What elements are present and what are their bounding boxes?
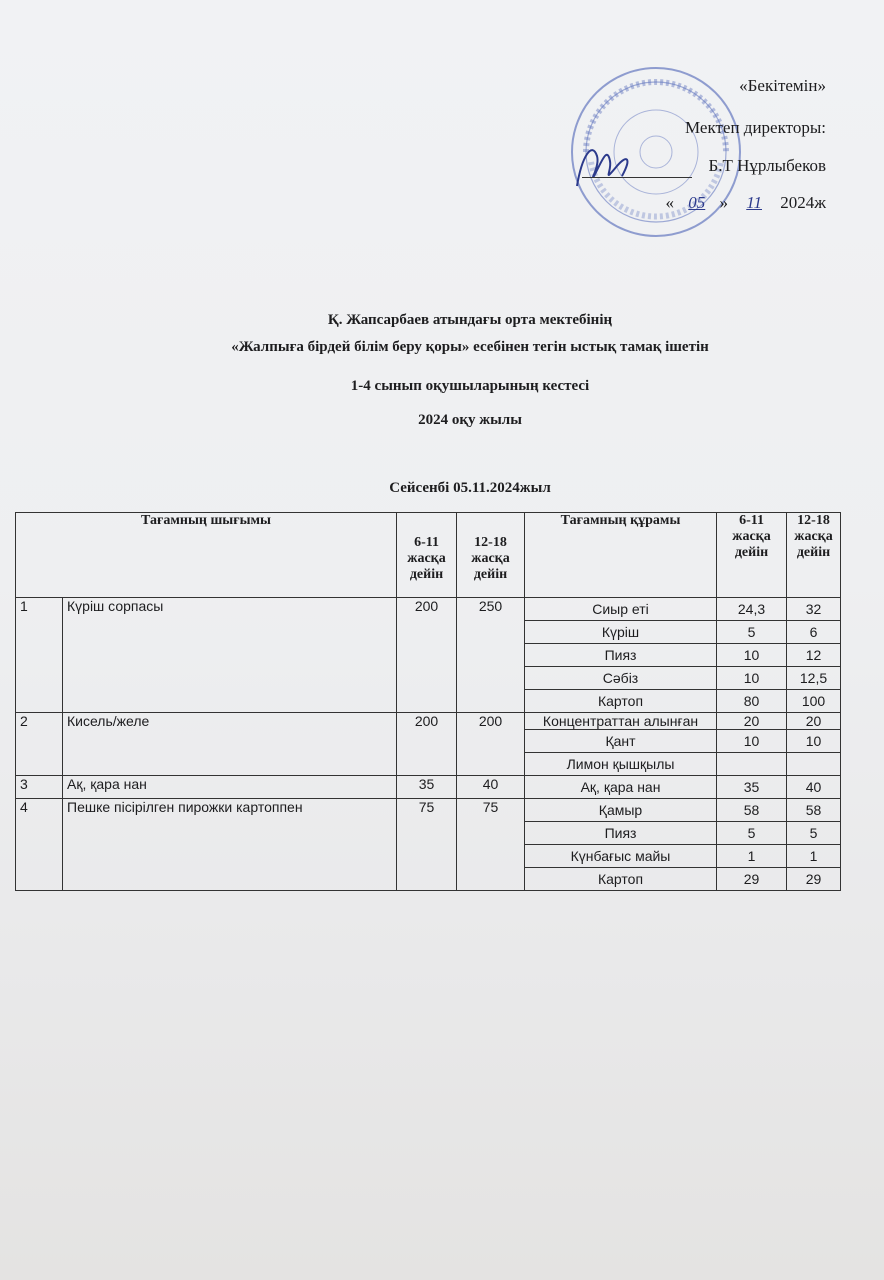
- ingredient-name: Сиыр еті: [525, 598, 717, 621]
- ingredient-amount-12-18: 58: [787, 799, 841, 822]
- approval-title: «Бекітемін»: [739, 76, 826, 95]
- signature-line: [582, 177, 692, 178]
- header-composition: Тағамның құрамы: [525, 513, 717, 598]
- ingredient-name: Қант: [525, 730, 717, 753]
- approval-name: Б.Т Нұрлыбеков: [708, 156, 826, 175]
- heading-school: Қ. Жапсарбаев атындағы орта мектебінің: [327, 312, 613, 328]
- approval-day: 05: [688, 193, 706, 212]
- ingredient-amount-12-18: 6: [787, 621, 841, 644]
- ingredient-amount-12-18: 29: [787, 868, 841, 891]
- dish-yield-6-11: 200: [397, 598, 457, 713]
- table-row: [16, 598, 841, 621]
- ingredient-amount-6-11: [717, 753, 787, 776]
- ingredient-name: Пияз: [525, 822, 717, 845]
- ingredient-amount-6-11: 35: [717, 776, 787, 799]
- ingredient-amount-6-11: 10: [717, 730, 787, 753]
- ingredient-amount-12-18: 100: [787, 690, 841, 713]
- dish-name: Пешке пісірілген пирожки картоппен: [63, 799, 397, 891]
- ingredient-name: Күріш: [525, 621, 717, 644]
- table-header-row: [16, 513, 841, 598]
- approval-year: 2024ж: [780, 193, 826, 212]
- ingredient-amount-12-18: 40: [787, 776, 841, 799]
- ingredient-amount-12-18: [787, 753, 841, 776]
- dish-number: 1: [16, 598, 63, 713]
- ingredient-amount-12-18: 1: [787, 845, 841, 868]
- ingredient-amount-6-11: 29: [717, 868, 787, 891]
- dish-name: Ақ, қара нан: [63, 776, 397, 799]
- ingredient-name: Картоп: [525, 690, 717, 713]
- ingredient-name: Ақ, қара нан: [525, 776, 717, 799]
- ingredient-amount-12-18: 5: [787, 822, 841, 845]
- dish-yield-6-11: 75: [397, 799, 457, 891]
- ingredient-amount-12-18: 12: [787, 644, 841, 667]
- ingredient-amount-12-18: 12,5: [787, 667, 841, 690]
- ingredient-amount-12-18: 32: [787, 598, 841, 621]
- heading-fund: «Жалпыға бірдей білім беру қоры» есебінен тегін ыстық тамақ ішетін: [231, 339, 709, 355]
- heading-year: 2024 оқу жылы: [418, 412, 522, 428]
- table-row: [16, 776, 841, 799]
- ingredient-amount-6-11: 1: [717, 845, 787, 868]
- ingredient-amount-12-18: 10: [787, 730, 841, 753]
- dish-yield-12-18: 75: [457, 799, 525, 891]
- signature-icon: [572, 136, 642, 196]
- menu-table-body: [16, 598, 841, 891]
- ingredient-amount-6-11: 20: [717, 713, 787, 730]
- header-age2: 12-18 жасқа дейін: [457, 513, 525, 598]
- dish-number: 4: [16, 799, 63, 891]
- ingredient-name: Концентраттан алынған: [525, 713, 717, 730]
- heading-date: Сейсенбі 05.11.2024жыл: [389, 480, 551, 496]
- ingredient-amount-12-18: 20: [787, 713, 841, 730]
- ingredient-name: Пияз: [525, 644, 717, 667]
- ingredient-amount-6-11: 24,3: [717, 598, 787, 621]
- ingredient-name: Күнбағыс майы: [525, 845, 717, 868]
- ingredient-name: Сәбіз: [525, 667, 717, 690]
- ingredient-amount-6-11: 10: [717, 644, 787, 667]
- ingredient-amount-6-11: 58: [717, 799, 787, 822]
- dish-yield-12-18: 40: [457, 776, 525, 799]
- ingredient-amount-6-11: 5: [717, 621, 787, 644]
- ingredient-name: Картоп: [525, 868, 717, 891]
- dish-yield-12-18: 250: [457, 598, 525, 713]
- approval-month: 11: [746, 193, 762, 212]
- ingredient-amount-6-11: 10: [717, 667, 787, 690]
- header-dish: Тағамның шығымы: [16, 513, 397, 598]
- dish-number: 3: [16, 776, 63, 799]
- ingredient-amount-6-11: 5: [717, 822, 787, 845]
- dish-name: Кисель/желе: [63, 713, 397, 776]
- ingredient-name: Лимон қышқылы: [525, 753, 717, 776]
- table-row: [16, 713, 841, 730]
- heading-classes: 1-4 сынып оқушыларының кестесі: [350, 378, 590, 394]
- dish-yield-12-18: 200: [457, 713, 525, 776]
- dish-yield-6-11: 200: [397, 713, 457, 776]
- ingredient-name: Қамыр: [525, 799, 717, 822]
- dish-name: Күріш сорпасы: [63, 598, 397, 713]
- dish-number: 2: [16, 713, 63, 776]
- header-age1b: 6-11 жасқа дейін: [717, 513, 787, 598]
- table-row: [16, 799, 841, 822]
- approval-position: Мектеп директоры:: [685, 118, 826, 137]
- dish-yield-6-11: 35: [397, 776, 457, 799]
- menu-table: [15, 512, 841, 891]
- approval-block: [526, 76, 826, 236]
- header-age2b: 12-18 жасқа дейін: [787, 513, 841, 598]
- ingredient-amount-6-11: 80: [717, 690, 787, 713]
- approval-date: « 05 » 11 2024ж: [665, 193, 826, 212]
- header-age1: 6-11 жасқа дейін: [397, 513, 457, 598]
